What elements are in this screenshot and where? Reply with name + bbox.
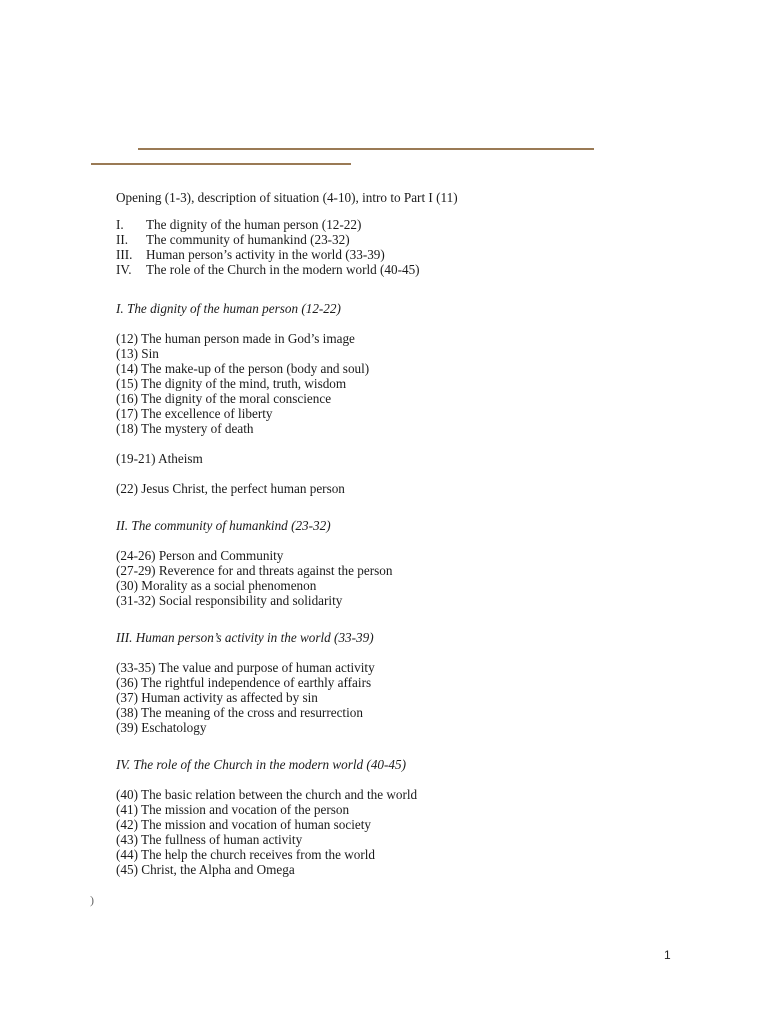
list-item: (44) The help the church receives from the world (116, 847, 376, 862)
spacer (116, 466, 736, 481)
overview-item (116, 262, 736, 277)
overview-text: The role of the Church in the modern world (40-45) (146, 262, 420, 277)
overview-numeral: IV. (116, 262, 132, 277)
bottom-horizontal-rule (91, 163, 351, 165)
list-item: (31-32) Social responsibility and solidarity (116, 593, 343, 608)
list-item: (27-29) Reverence for and threats against the person (116, 563, 393, 578)
opening-line: Opening (1-3), description of situation (4-10), intro to Part I (11) (116, 190, 458, 205)
list-item: (13) Sin (116, 346, 159, 361)
list-item: (19-21) Atheism (116, 451, 203, 466)
list-item: (45) Christ, the Alpha and Omega (116, 862, 295, 877)
overview-text: The community of humankind (23-32) (146, 232, 350, 247)
section-heading: II. The community of humankind (23-32) (116, 518, 331, 533)
section-heading: IV. The role of the Church in the modern world (40-45) (116, 757, 406, 772)
section-activity (116, 630, 736, 735)
list-item: (39) Eschatology (116, 720, 207, 735)
page-number: 1 (664, 948, 671, 962)
overview-text: The dignity of the human person (12-22) (146, 217, 362, 232)
section-heading: III. Human person’s activity in the world (33-39) (116, 630, 374, 645)
list-item: (15) The dignity of the mind, truth, wisdom (116, 376, 347, 391)
overview-numeral: III. (116, 247, 133, 262)
section-items (116, 331, 736, 496)
list-item: (18) The mystery of death (116, 421, 254, 436)
overview-text: Human person’s activity in the world (33-39) (146, 247, 385, 262)
section-items (116, 660, 736, 735)
top-horizontal-rule (138, 148, 594, 150)
list-item: (22) Jesus Christ, the perfect human person (116, 481, 345, 496)
list-item: (30) Morality as a social phenomenon (116, 578, 317, 593)
list-item: (38) The meaning of the cross and resurrection (116, 705, 363, 720)
section-items (116, 787, 736, 877)
list-item: (12) The human person made in God’s image (116, 331, 355, 346)
overview-item (116, 217, 736, 232)
section-heading: I. The dignity of the human person (12-22) (116, 301, 341, 316)
overview-item (116, 232, 736, 247)
overview-list (116, 217, 736, 277)
overview-numeral: II. (116, 232, 129, 247)
list-item: (37) Human activity as affected by sin (116, 690, 318, 705)
spacer (116, 436, 736, 451)
section-dignity (116, 301, 736, 496)
list-item: (43) The fullness of human activity (116, 832, 303, 847)
overview-numeral: I. (116, 217, 124, 232)
list-item: (17) The excellence of liberty (116, 406, 273, 421)
list-item: (14) The make-up of the person (body and soul) (116, 361, 370, 376)
scan-artifact-mark: ) (90, 893, 94, 907)
list-item: (41) The mission and vocation of the person (116, 802, 350, 817)
list-item: (16) The dignity of the moral conscience (116, 391, 332, 406)
list-item: (40) The basic relation between the church and the world (116, 787, 418, 802)
list-item: (24-26) Person and Community (116, 548, 284, 563)
section-items (116, 548, 736, 608)
list-item: (42) The mission and vocation of human society (116, 817, 372, 832)
overview-item (116, 247, 736, 262)
document-body (116, 190, 736, 899)
list-item: (33-35) The value and purpose of human activity (116, 660, 375, 675)
list-item: (36) The rightful independence of earthly affairs (116, 675, 372, 690)
section-church-role (116, 757, 736, 877)
section-community (116, 518, 736, 608)
